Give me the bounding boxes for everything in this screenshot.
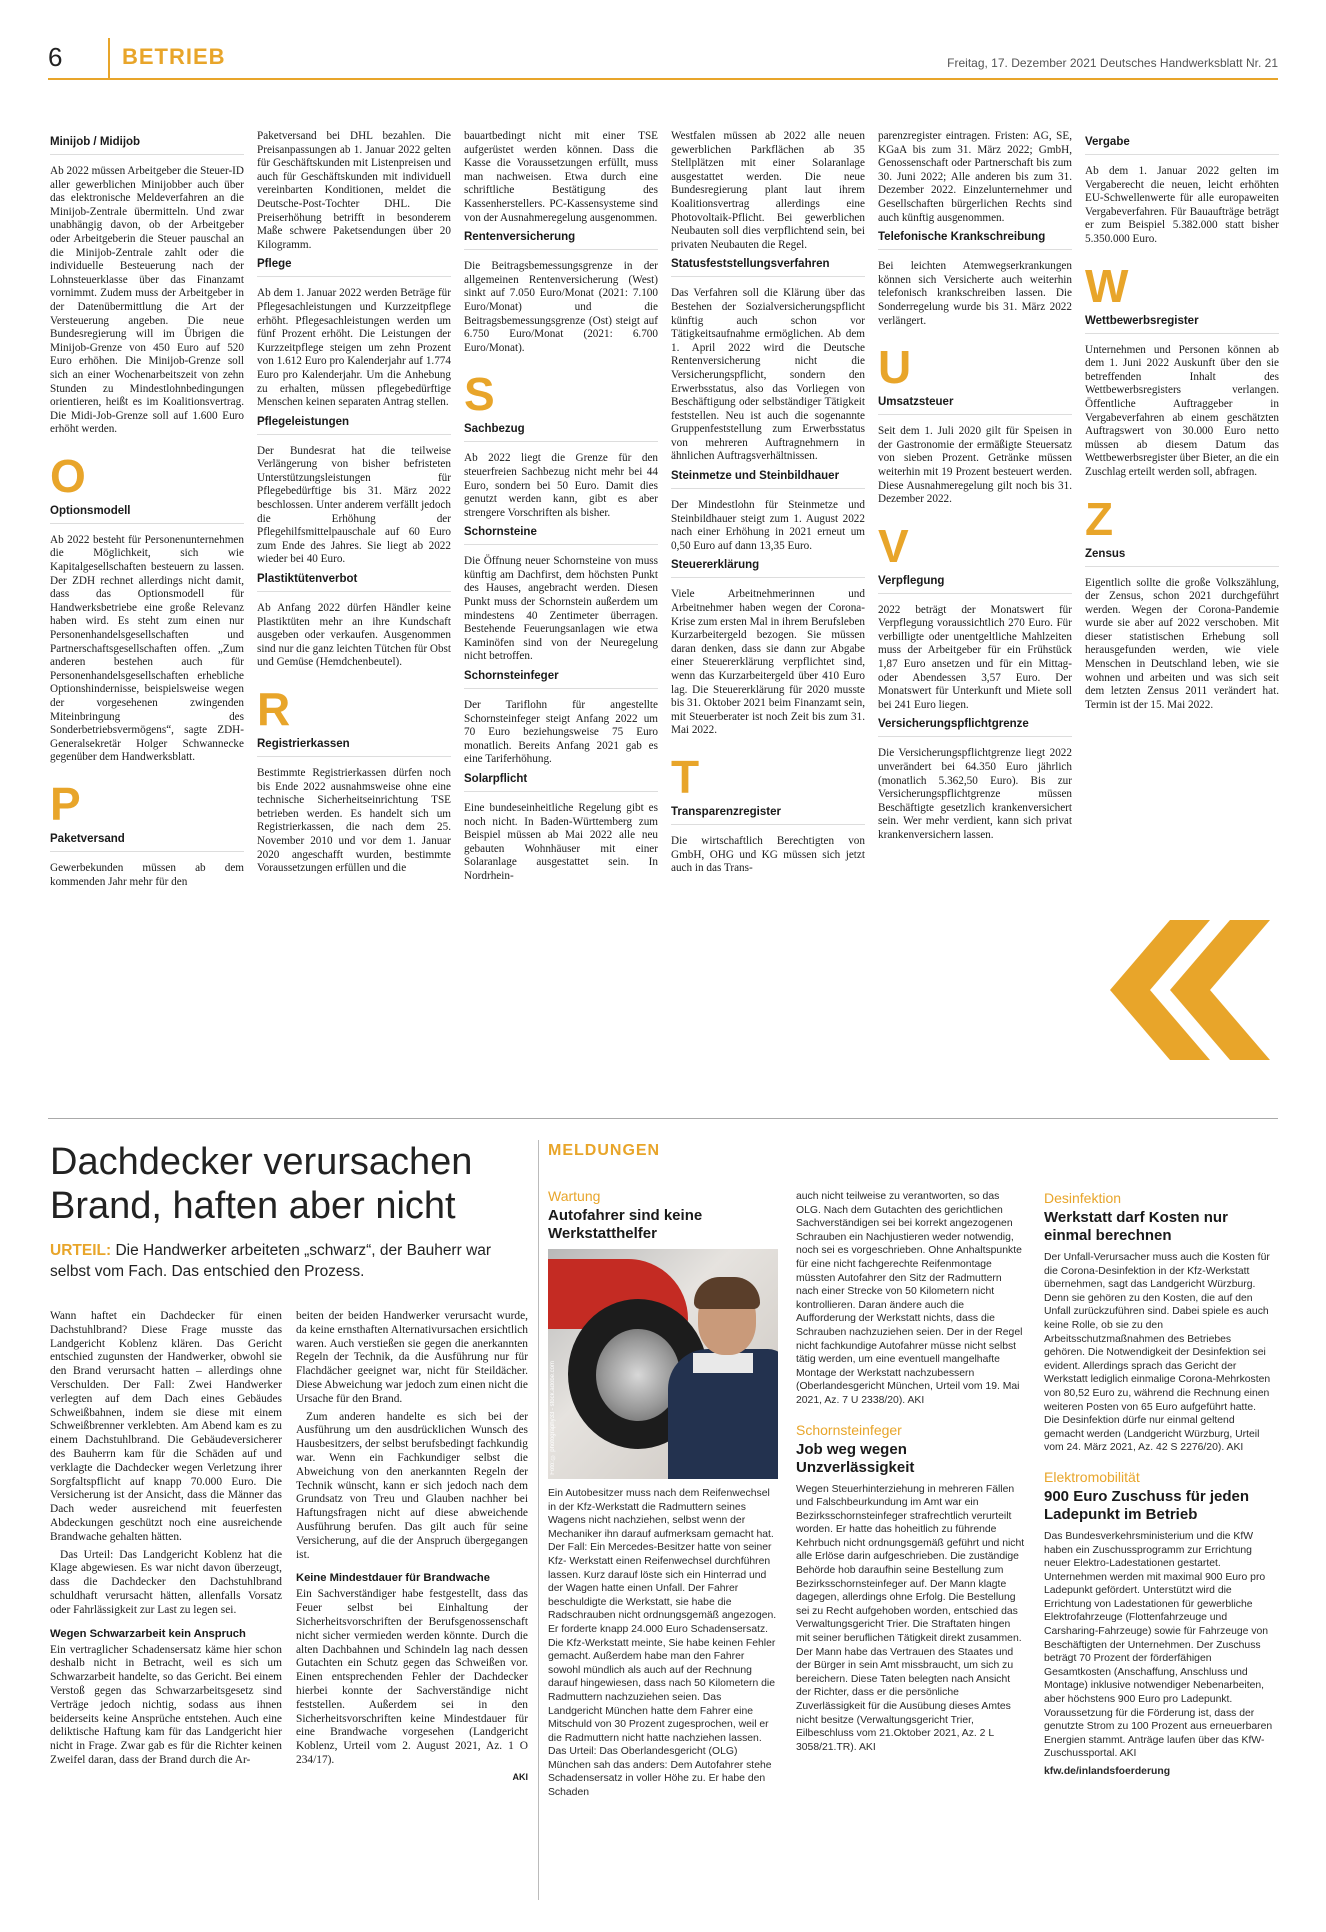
meldung-headline: Job weg wegen Unzverlässigkeit (796, 1440, 915, 1476)
topic-text: Die Beitragsbemessungsgrenze in der allgemeinen Rentenversicherung (West) sinkt auf 7.050 Euro/Monat (2021: 7.100 Euro/Monat) und die Beitragsbemessungsgrenze (Ost) steigt auf 6.750 Euro/Monat (2021: 6.700 Euro/Monat). (464, 260, 658, 354)
topic-text: Ab Anfang 2022 dürfen Händler keine Plastiktüten mehr an ihre Kundschaft ausgeben oder verkaufen. Ausgenommen sind nur die ganz leichten Tütchen für Obst und Gemüse (Hemdchenbeutel). (257, 602, 451, 669)
topic-heading: Minijob / Midijob (50, 136, 244, 155)
meldung-body: Ein Autobesitzer muss nach dem Reifenwechsel in der Kfz-Werkstatt die Radmuttern seines Wagens nicht nachziehen, selbst wenn der Mechaniker ihn darauf aufmerksam gemacht hat. Der Fall: Ein Mercedes-Besitzer hatte von seiner Kfz- Werkstatt einen Reifenwechsel durchführen lassen. Kurz darauf löste sich ein Hinterrad und der Wagen hatte einen Unfall. Der Fahrer beschuldigte die Werkstatt, sie habe die Radschrauben nicht ordnungsgemäß angezogen. Er forderte knapp 24.000 Euro Schadensersatz. Die Kfz-Werkstatt meinte, Sie habe keinen Fehler gemacht. Außerdem habe man den Fahrer sowohl mündlich als auch auf der Rechnung darauf hingewiesen, dass nach 50 Kilometern die Radmuttern nachzuziehen seien. Das Landgericht München hatte dem Fahrer eine Mitschuld von 30 Prozent zugesprochen, weil er die Radmuttern nicht hatte nachziehen lassen. Das Urteil: Das Oberlandesgericht (OLG) München sah das anders: Dem Autofahrer stehe Schadensersatz in voller Höhe zu. Er habe den Schaden (548, 1488, 777, 1799)
topic-heading: Wettbewerbsregister (1085, 315, 1279, 334)
index-letter: S (464, 368, 495, 421)
topic-text: Gewerbekunden müssen ab dem kommenden Jahr mehr für den (50, 861, 244, 888)
article-subheading: Keine Mindestdauer für Brandwache (296, 1572, 490, 1585)
topic-text: Viele Arbeitnehmerinnen und Arbeitnehmer haben wegen der Corona-Krise zum ersten Mal in ihrem Berufsleben Kurzarbeitergeld bezogen. Sie müssen daran denken, dass sie dann zur Abgabe einer Steuererklärung verpflichtet sind, wenn das Kurzarbeitergeld über 410 Euro lag. Die Steuererklärung für 2020 musste bis 31. Oktober 2021 beim Finanzamt sein, mit Steuerberater ist noch Zeit bis zum 31. Mai 2022. (671, 588, 865, 737)
abc-columns (50, 130, 1279, 1090)
kfw-link[interactable]: kfw.de/inlandsfoerderung (1044, 1766, 1171, 1777)
topic-text: Ab dem 1. Januar 2022 werden Beträge für Pflegesachleistungen und Kurzzeitpflege erhöht. Pflegesachleistungen werden um fünf Prozent erhöht. Die Leistungen der Kurzzeitpflege steigen um zehn Prozent von 1.612 Euro pro Kalenderjahr auf 1.774 Euro pro Kalenderjahr. Um die Anhebung zu erhalten, müssen pflegebedürftige Menschen keinen separaten Antrag stellen. (257, 287, 451, 409)
topic-text: Eine bundeseinheitliche Regelung gibt es noch nicht. In Baden-Württemberg zum Beispiel müssen ab Mai 2022 alle neu gebauten Wohnhäuser mit einer Solaranlage ausgestattet sein. In Nordrhein- (464, 802, 658, 882)
topic-text: Westfalen müssen ab 2022 alle neuen gewerblichen Parkflächen ab 35 Stellplätzen mit einer Solaranlage ausgestattet werden. Die neue Bundesregierung plant laut ihrem Koalitionsvertrag allerdings eine Photovoltaik-Pflicht. Bei gewerblichen Neubauten soll dies verpflichtend sein, bei privaten Neubauten die Regel. (671, 130, 865, 251)
double-chevron-icon (1110, 920, 1270, 1060)
topic-text: Die Öffnung neuer Schornsteine von muss künftig am Dachfirst, dem höchsten Punkt des Hauses, angebracht werden. Diesen Punkt muss der Schornstein außerdem um mindestens 40 Zentimeter überragen. Bestehende Feuerungsanlagen wie etwa Kaminöfen sind von der Neuregelung nicht betroffen. (464, 555, 658, 663)
topic-heading: Statusfeststellungsverfahren (671, 258, 865, 277)
page-number: 6 (48, 42, 63, 72)
article-dachdecker (50, 1140, 528, 1782)
text-column (671, 130, 865, 1090)
index-letter: R (257, 683, 291, 735)
article-headline: Dachdecker verursachen Brand, haften aber nicht (50, 1141, 473, 1227)
text-column (878, 130, 1072, 1090)
meldung-kicker: Desinfektion (1044, 1190, 1122, 1206)
topic-text: Die wirtschaftlich Berechtigten von GmbH, OHG und KG müssen sich jetzt auch in das Trans- (671, 834, 865, 875)
topic-text: Der Mindestlohn für Steinmetze und Steinbildhauer steigt zum 1. August 2022 nach einer Erhöhung in 2021 erneut um 0,50 Euro auf dann 13,35 Euro. (671, 499, 865, 552)
topic-text: Bei leichten Atemwegserkrankungen können sich Versicherte auch weiterhin telefonisch krankschreiben lassen. Die Sonderregelung wurde bis 31. März 2022 verlängert. (878, 260, 1072, 327)
article-column (296, 1310, 528, 1782)
topic-heading: Steuererklärung (671, 559, 865, 578)
meldung-body: auch nicht teilweise zu verantworten, so das OLG. Nach dem Gutachten des gerichtlichen Sachverständigen sei bei korrekt angezogenen Schrauben ein Nachjustieren weder notwendig, noch sei es vorgeschrieben. Ohne Anhaltspunkte für eine nicht fachgerechte Reifenmontage müssten Autofahrer den Sitz der Radmuttern nach einer Strecke von 50 Kilometern nicht kontrollieren. Daran ändere auch die Aufforderung der Werkstatt nichts, dass die Schrauben nachzuziehen seien. Der in der Regel nicht fachkundige Autofahrer müsse nicht selbst tätig werden, um eine eventuell mangelhafte Montage der Werkstatt nachzubessern (Oberlandesgericht München, Urteil vom 19. Mai 2021, Az. 7 U 2338/20). AKI (796, 1191, 1023, 1406)
meldung-kicker: Wartung (548, 1188, 601, 1204)
vertical-divider (538, 1140, 539, 1900)
photo-credit: Foto: © photography33 - stock.adobe.com (550, 1361, 556, 1475)
horizontal-divider (48, 1118, 1278, 1119)
mechanic-photo (548, 1249, 778, 1479)
topic-heading: Verpflegung (878, 575, 1072, 594)
topic-text: Eigentlich sollte die große Volkszählung, der Zensus, schon 2021 durchgeführt werden. Wegen der Corona-Pandemie wurde sie aber auf 2022 verschoben. Mit dieser statistischen Erhebung soll herausgefunden werden, wie viele Menschen in Deutschland leben, wie sie wohnen und arbeiten und was sich seit dem letzten Zensus 2011 verändert hat. Termin ist der 15. Mai 2022. (1085, 576, 1279, 711)
meldung-body: Das Bundesverkehrsministerium und die KfW haben ein Zuschussprogramm zur Errichtung neuer Elektro-Ladestationen gestartet. Unternehmen werden mit maximal 900 Euro pro Ladepunkt gefördert. Unterstützt wird die Errichtung von Ladestationen für gewerbliche Elektrofahrzeuge (Flottenfahrzeuge und Carsharing-Fahrzeuge) sowie für Fahrzeuge von Beschäftigten der Unternehmen. Der Zuschuss beträgt 70 Prozent der förderfähigen Gesamtkosten (Anschaffung, Anschluss und Montage) inklusive notwendiger Nebenarbeiten, aber höchstens 900 Euro pro Ladepunkt. Voraussetzung für die Förderung ist, dass der genutzte Strom zu 100 Prozent aus erneuerbaren Energien stammt. Anträge laufen über das KfW-Zuschussportal. AKI (1044, 1530, 1273, 1760)
topic-text: Bestimmte Registrierkassen dürfen noch bis Ende 2022 ausnahmsweise ohne eine technische Sicherheitseinrichtung TSE betrieben werden. Es handelt sich um Registrierkassen, die nach dem 25. November 2010 und vor dem 1. Januar 2020 angeschafft wurden, bestimmte Voraussetzungen erfüllen und die (257, 767, 451, 875)
topic-heading: Telefonische Krankschreibung (878, 231, 1072, 250)
meldung-kicker: Elektromobilität (1044, 1468, 1140, 1485)
meldung-wartung (548, 1188, 778, 1804)
article-paragraph: Zum anderen handelte es sich bei der Ausführung um den ausdrücklichen Wunsch des Hausbesitzers, der selbst berufsbedingt fachkundig war. Wenn ein Fachkundiger selbst die Abweichung von den anerkannten Regeln der Technik wünscht, kann er sich jedoch nach dem Grundsatz von Treu und Glauben nachher bei Haftungsfragen nicht auf diese abweichende Ausführung berufen. Das gilt auch für seine Versicherung, auf die der Anspruch übergegangen ist. (296, 1410, 528, 1561)
topic-heading: Vergabe (1085, 136, 1279, 155)
topic-text: parenzregister eintragen. Fristen: AG, SE, KGaA bis zum 31. März 2022; GmbH, Genossenschaft oder Partnerschaft bis zum 30. Juni 2022; Alle anderen bis zum 31. Dezember 2022. Einzelunternehmer und Gesellschaften bürgerlichen Rechts sind auch künftig ausgenommen. (878, 130, 1072, 224)
topic-text: Seit dem 1. Juli 2020 gilt für Speisen in der Gastronomie der ermäßigte Steuersatz von sieben Prozent. Getränke müssen weiterhin mit 19 Prozent besteuert werden. Diese Ausnahmeregelung gilt noch bis 31. Dezember 2022. (878, 425, 1072, 506)
dateline: Freitag, 17. Dezember 2021 Deutsches Handwerksblatt Nr. 21 (947, 56, 1278, 70)
topic-heading: Rentenversicherung (464, 231, 658, 250)
text-column (464, 130, 658, 1090)
meldung-body: Der Unfall-Verursacher muss auch die Kosten für die Corona-Desinfektion in der Kfz-Werkstatt übernehmen, sagt das Landgericht Würzburg. Denn sie gehören zu den Kosten, die auf den Unfall zurückzuführen sind. Dabei spiele es auch keine Rolle, ob sie zu den Arbeitsschutzmaßnahmen des Betriebes gehören. Die Notwendigkeit der Desinfektion sei evident. Allerdings sprach das Gericht der Werkstatt lediglich einmalige Corona-Mehrkosten von 80,52 Euro zu, während die Rechnung einen weiteren Posten von 65 Euro aufgeführt hatte. Die Desinfektion dürfe nur einmal geltend gemacht werden (Landgericht Würzburg, Urteil vom 24. März 2021, Az. 42 S 2276/20). AKI (1044, 1252, 1271, 1454)
topic-heading: Zensus (1085, 548, 1279, 567)
deck-kicker: URTEIL: (50, 1242, 112, 1259)
text-column (257, 130, 451, 1090)
topic-heading: Steinmetze und Steinbildhauer (671, 470, 865, 489)
topic-heading: Transparenzregister (671, 806, 865, 825)
topic-text: Der Tariflohn für angestellte Schornsteinfeger steigt Anfang 2022 um 70 Euro beziehungsweise 75 Euro monatlich. Bereits Anfang 2021 gab es eine Tariferhöhung. (464, 699, 658, 766)
topic-heading: Optionsmodell (50, 505, 244, 524)
topic-text: Ab dem 1. Januar 2022 gelten im Vergaberecht die neuen, leicht erhöhten EU-Schwellenwerte für alle europaweiten Vergabeverfahren. Für Bauaufträge beträgt er zum Beispiel 5.382.000 statt bisher 5.350.000 Euro. (1085, 165, 1279, 245)
topic-text: Ab 2022 liegt die Grenze für den steuerfreien Sachbezug nicht mehr bei 44 Euro, sondern bei 50 Euro. Damit dies genutzt werden kann, gibt es aber strengere Vorschriften als bisher. (464, 452, 658, 519)
section-divider (108, 38, 110, 78)
meldung-column-2 (796, 1190, 1026, 1758)
topic-heading: Schornsteinfeger (464, 670, 658, 689)
article-paragraph: beiten der beiden Handwerker verursacht wurde, da keine ernsthaften Alternativursachen ersichtlich waren. Auch verstießen sie gegen die anerkannten Regeln der Technik, da die Ausführung nur für Flachdächer geeignet war, nicht für Steildächer. Diese Abweichung war jedoch zum einen nicht die Ursache für den Brand. (296, 1310, 528, 1405)
topic-text: bauartbedingt nicht mit einer TSE aufgerüstet werden können. Dass die Kasse die Voraussetzungen erfüllt, muss man nachweisen. Etwa durch eine schriftliche Bestätigung des Kassenherstellers. PC-Kassensysteme sind von der Ausnahmeregelung ausgenommen. (464, 130, 658, 224)
topic-heading: Paketversand (50, 833, 244, 852)
topic-text: Unternehmen und Personen können ab dem 1. Juni 2022 Auskunft über den sie betreffenden Inhalt des Wettbewerbsregisters verlangen. Öffentliche Auftraggeber in Vergabeverfahren ab einem geschätzten Auftragswert von 30.000 Euro netto müssen ab diesem Datum das Wettbewerbsregister über Bieter, an die ein Zuschlag erteilt werden soll, abfragen. (1085, 343, 1279, 478)
index-letter: Z (1085, 492, 1114, 545)
index-letter: W (1085, 259, 1129, 312)
text-column (50, 130, 244, 1090)
topic-text: Die Versicherungspflichtgrenze liegt 2022 unverändert bei 64.350 Euro jährlich (monatlich 5.362,50 Euro). Bis zur Versicherungspflichtgrenze müssen Beschäftigte gesetzlich krankenversichert sein. Wer mehr verdient, kann sich privat krankenversichern lassen. (878, 747, 1072, 841)
meldung-headline: Werkstatt darf Kosten nur einmal berechnen (1044, 1209, 1228, 1244)
topic-text: Ab 2022 besteht für Personenunternehmen die Möglichkeit, sich wie Kapitalgesellschaften besteuern zu lassen. Der ZDH rechnet allerdings nicht damit, dass das Optionsmodell für Handwerksbetriebe eine große Relevanz haben wird. Es steht zum einen nur Personenhandelsgesellschaften und Partnerschaftsgesellschaften offen. „Zum anderen bestehen auch für Personenhandelsgesellschaften erhebliche Optionshindernisse, beispielsweise wegen der vorgesehenen zwingenden Miteinbringung des Sonderbetriebsvermögens“, sagte ZDH-Generalsekretär Holger Schwannecke gegenüber dem Handwerksblatt. (50, 533, 244, 764)
topic-heading: Registrierkassen (257, 738, 451, 757)
topic-heading: Pflegeleistungen (257, 416, 451, 435)
meldungen-label: MELDUNGEN (548, 1142, 661, 1159)
article-paragraph: Ein Sachverständiger habe festgestellt, dass das Feuer selbst bei Einhaltung der Sicherheitsvorschriften der Berufsgenossenschaft nicht sicher vermieden werden könnte. Durch die alten Dachbahnen und Schindeln lag nach dessen Gutachten ein Schutz gegen das Schweißen vor. Einen entsprechenden Fehler der Dachdecker hierbei konnte der Sachverständige nicht feststellen. Außerdem sei in den Sicherheitsvorschriften keine Mindestdauer für eine Brandwache vorgesehen (Landgericht Koblenz, Urteil vom 2. August 2021, Az. 1 O 234/17). (296, 1588, 528, 1766)
meldung-column-3 (1044, 1190, 1274, 1783)
article-paragraph: Wann haftet ein Dachdecker für einen Dachstuhlbrand? Diese Frage musste das Landgericht Koblenz klären. Das Gericht entschied zugunsten der Handwerker, obwohl sie den Brand verursacht hatten – allerdings ohne Verschulden. Der Fall: Zwei Handwerker verlegten auf dem Dach eines Gebäudes Schweißbahnen, indem sie diese mit einem Schweißbrenner verklebten. Am Abend kam es zu einem Dachstuhlbrand. Die Gebäudeversicherer des Bauherrn kam für die Schäden auf und verklagte die Dachdecker wegen Verletzung ihrer Sorgfaltspflicht auf knapp 70.000 Euro. Die Versicherung ist der Ansicht, dass die Männer das Dach weder ausreichend mit feuerfesten Abdeckungen geschützt noch eine ausreichende Brandwache gehalten hätten. (50, 1310, 282, 1543)
section-title: BETRIEB (122, 44, 226, 69)
topic-heading: Sachbezug (464, 423, 658, 442)
topic-text: Ab 2022 müssen Arbeitgeber die Steuer-ID aller gewerblichen Minijobber auch über das elektronische Meldeverfahren an die Minijob-Zentrale übermitteln. Und zwar unabhängig davon, ob der Arbeitgeber oder Arbeitgeberin die Steuer pauschal an die Minijob-Zentrale zahlt oder die individuelle Besteuerung nach der Lohnsteuerklasse über das Finanzamt vornimmt. Zudem muss der Arbeitgeber in der Datenübermittlung die Art der Versteuerung angeben. Die neue Bundesregierung will im Übrigen die Minijob-Grenze von 450 Euro auf 520 Euro erhöhen. Die Minijob-Grenze soll sich an einer Wochenarbeitszeit von zehn Stunden zu Mindestlohnbedingungen orientieren, heißt es im Koalitionsvertrag. Die Midi-Job-Grenze soll auf 1.600 Euro erhöht werden. (50, 165, 244, 436)
page-header (48, 38, 1278, 80)
topic-heading: Plastiktütenverbot (257, 573, 451, 592)
index-letter: O (50, 449, 86, 502)
topic-heading: Umsatzsteuer (878, 396, 1072, 415)
meldung-headline: Autofahrer sind keine Werkstatthelfer (548, 1207, 703, 1242)
index-letter: P (50, 777, 81, 830)
topic-text: Paketversand bei DHL bezahlen. Die Preisanpassungen ab 1. Januar 2022 gelten für Geschäftskunden mit Listenpreisen und auch für Geschäftskunden mit individuell vereinbarten Konditionen, meldet die Deutsche-Post-Tochter DHL. Die Preiserhöhung betrifft in besonderem Maße schwere Paketsendungen über 20 Kilogramm. (257, 130, 451, 251)
article-column (50, 1310, 282, 1772)
index-letter: V (878, 519, 909, 572)
index-letter: T (671, 750, 700, 803)
article-deck (50, 1240, 528, 1282)
article-paragraph: Ein vertraglicher Schadensersatz käme hier schon deshalb nicht in Betracht, weil es sich um Schwarzarbeit handelte, so das Gericht. Bei einem Verstoß gegen das Schwarzarbeitsgesetz sind Verträge jedoch nichtig, sodass aus ihnen beiderseits keine Ansprüche entstehen. Auch eine deliktische Haftung kam für das Landgericht hier nicht in Frage. Zwar gab es für die Richter keinen Zweifel daran, dass der Brand durch die Ar- (50, 1643, 282, 1766)
topic-text: 2022 beträgt der Monatswert für Verpflegung voraussichtlich 270 Euro. Für verbilligte oder unentgeltliche Mahlzeiten muss der Arbeitgeber für ein Frühstück 1,87 Euro ansetzen und für ein Mittag- oder Abendessen 3,57 Euro. Der Monatswert für Unterkunft und Miete soll bei 241 Euro liegen. (878, 603, 1072, 711)
index-letter: U (878, 341, 912, 394)
topic-heading: Solarpflicht (464, 773, 658, 792)
topic-heading: Versicherungspflichtgrenze (878, 718, 1072, 737)
meldung-headline: 900 Euro Zuschuss für jeden Ladepunkt im Betrieb (1044, 1487, 1250, 1523)
topic-text: Der Bundesrat hat die teilweise Verlängerung von bisher befristeten Unterstützungsleistungen für Pflegebedürftige bis 31. März 2022 beschlossen. Unter anderem verfällt jedoch die Erhöhung der Pflegehilfsmittelpauschale auf 60 Euro zum Ende des Jahres. Sie liegt ab 2022 wieder bei 40 Euro. (257, 444, 451, 566)
topic-heading: Schornsteine (464, 526, 658, 545)
meldung-body: Wegen Steuerhinterziehung in mehreren Fällen und Falschbeurkundung im Amt war ein Bezirksschornsteinfeger strafrechtlich verurteilt worden. Er hatte das hoheitlich zu führende Kehrbuch nicht ordnungsgemäß geführt und nicht alle Erlöse darin aufgeschrieben. Die zuständige Behörde hob daraufhin seine Bestellung zum Bezirksschornsteinfeger auf. Der Mann klagte dagegen, allerdings ohne Erfolg. Die Bestellung sei zu Recht aufgehoben worden, entschied das Verwaltungsgericht Trier. Die Straftaten hingen mit seiner beruflichen Tätigkeit direkt zusammen. Der Mann habe das Vertrauen des Staates und der Bürger in sein Amt missbraucht, um sich zu bereichern. Diese Taten belegten nach Ansicht der Richter, dass er die persönliche Zuverlässigkeit für die Ausübung dieses Amtes nicht besitze (Verwaltungsgericht Trier, Eilbeschluss vom 21.Oktober 2021, Az. 2 L 3058/21.TR). AKI (796, 1483, 1025, 1753)
topic-text: Das Verfahren soll die Klärung über das Bestehen der Sozialversicherungspflicht künftig auch schon vor Tätigkeitsaufnahme ermöglichen. Ab dem 1. April 2022 wird die Deutsche Rentenversicherung nicht die Versicherungspflicht, sondern den Erwerbsstatus, also das Vorliegen von Beschäftigung oder selbständiger Tätigkeit feststellen. Neu ist auch die sogenannte Gruppenfeststellung zum Erwerbsstatus von mehreren Auftragnehmern in ähnlichen Auftragsverhältnissen. (671, 287, 865, 463)
article-paragraph: Das Urteil: Das Landgericht Koblenz hat die Klage abgewiesen. Es war nicht davon überzeugt, dass die Dachdecker den Dachstuhlbrand schuldhaft verursacht hätten, allenfalls Vorsatz oder Fahrlässigkeit zur Last zu legen sei. (50, 1548, 282, 1616)
topic-heading: Pflege (257, 258, 451, 277)
article-subheading: Wegen Schwarzarbeit kein Anspruch (50, 1627, 246, 1640)
meldung-kicker: Schornsteinfeger (796, 1421, 902, 1438)
author-signoff: AKI (512, 1771, 528, 1782)
deck-text: Die Handwerker arbeiteten „schwarz“, der Bauherr war selbst vom Fach. Das entschied den Prozess. (50, 1242, 492, 1280)
